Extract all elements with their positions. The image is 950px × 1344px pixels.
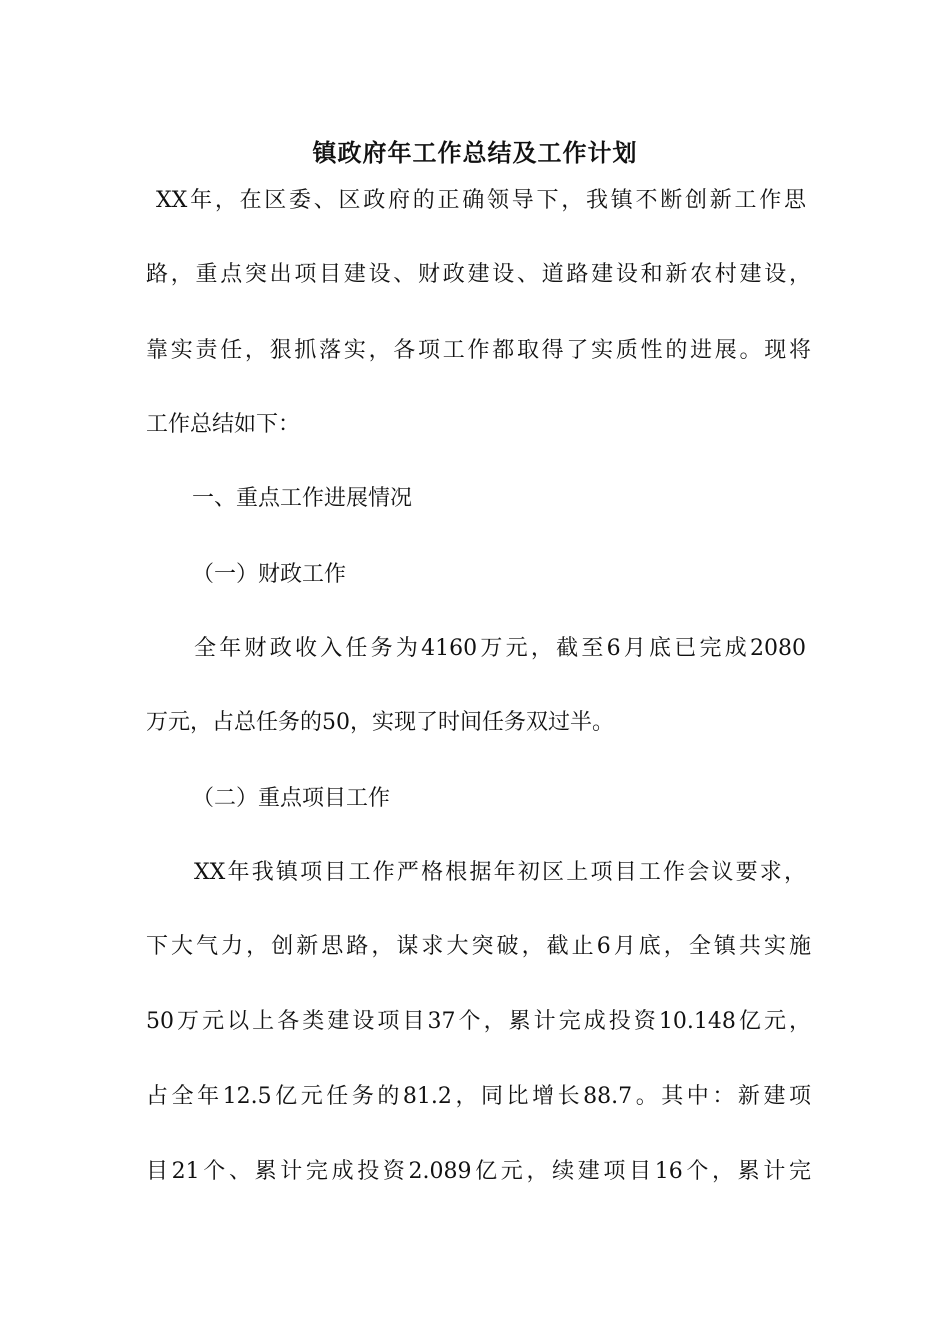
finance-line-1: 全年财政收入任务为4160万元，截至6月底已完成2080 <box>194 636 806 661</box>
project-line-4: 占全年12.5亿元任务的81.2，同比增长88.7。其中：新建项 <box>146 1084 811 1109</box>
document-title: 镇政府年工作总结及工作计划 <box>312 138 638 167</box>
intro-line-4: 工作总结如下： <box>146 412 301 437</box>
intro-line-3: 靠实责任，狠抓落实，各项工作都取得了实质性的进展。现将 <box>146 338 811 363</box>
section-heading-1: 一、重点工作进展情况 <box>192 486 413 511</box>
subsection-heading-projects: （二）重点项目工作 <box>192 786 391 811</box>
intro-line-1: XX年，在区委、区政府的正确领导下，我镇不断创新工作思 <box>156 188 806 213</box>
subsection-heading-finance: （一）财政工作 <box>192 562 347 587</box>
intro-line-2: 路，重点突出项目建设、财政建设、道路建设和新农村建设， <box>146 262 811 287</box>
project-line-3: 50万元以上各类建设项目37个，累计完成投资10.148亿元， <box>146 1009 811 1034</box>
project-line-2: 下大气力，创新思路，谋求大突破，截止6月底，全镇共实施 <box>146 934 811 959</box>
project-line-1: XX年我镇项目工作严格根据年初区上项目工作会议要求， <box>194 860 806 885</box>
project-line-5: 目21个、累计完成投资2.089亿元，续建项目16个，累计完 <box>146 1159 811 1184</box>
finance-line-2: 万元，占总任务的50，实现了时间任务双过半。 <box>146 710 614 735</box>
